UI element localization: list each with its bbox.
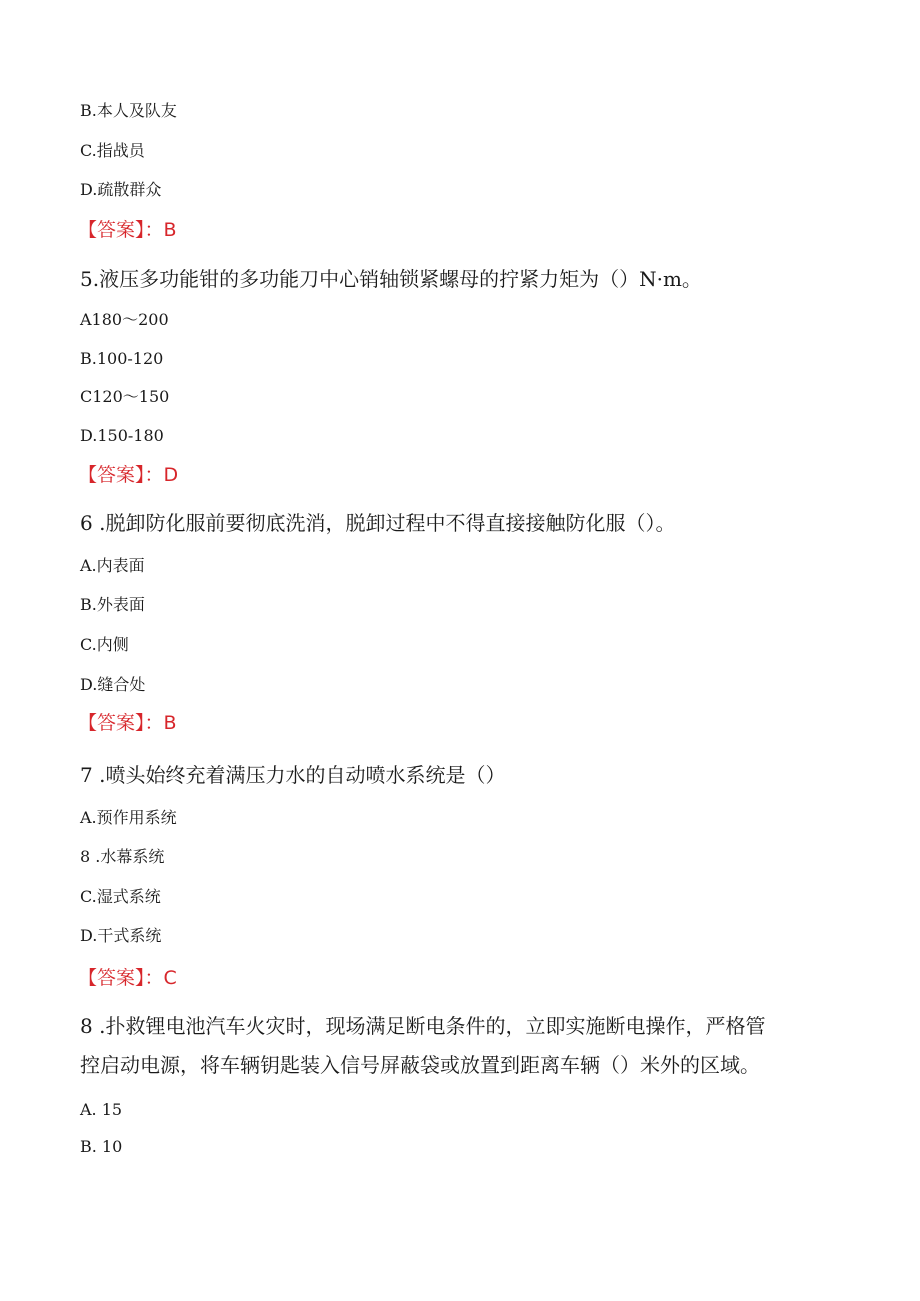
option-b-self-and-teammates: B.本人及队友 <box>80 101 177 120</box>
question-6: 6 .脱卸防化服前要彻底洗消，脱卸过程中不得直接接触防化服（）。 <box>80 511 676 535</box>
option-b-q5: B.100-120 <box>80 349 164 368</box>
option-a-q7: A.预作用系统 <box>80 808 177 827</box>
option-d-q6: D.缝合处 <box>80 675 146 694</box>
answer-q4: 【答案】：B <box>78 219 177 241</box>
answer-q7: 【答案】：C <box>78 967 177 989</box>
answer-q6: 【答案】：B <box>78 712 177 734</box>
option-a-q8: A. 15 <box>80 1100 123 1119</box>
option-a-q6: A.内表面 <box>80 556 145 575</box>
option-d-evacuate-crowd: D.疏散群众 <box>80 180 162 199</box>
option-c-q7: C.湿式系统 <box>80 887 161 906</box>
option-a-q5: A180～200 <box>80 310 169 329</box>
option-b-q8: B. 10 <box>80 1137 123 1156</box>
answer-q5: 【答案】：D <box>78 464 179 486</box>
option-c-q6: C.内侧 <box>80 635 129 654</box>
option-d-q7: D.干式系统 <box>80 926 162 945</box>
option-c-q5: C120～150 <box>80 387 170 406</box>
option-b-q6: B.外表面 <box>80 595 145 614</box>
option-c-firefighters: C.指战员 <box>80 141 145 160</box>
question-5: 5.液压多功能钳的多功能刀中心销轴锁紧螺母的拧紧力矩为（）N·m。 <box>80 267 702 291</box>
option-b-q7: 8 .水幕系统 <box>80 847 165 866</box>
question-8-line-2: 控启动电源，将车辆钥匙装入信号屏蔽袋或放置到距离车辆（）米外的区域。 <box>80 1053 760 1077</box>
question-8-line-1: 8 .扑救锂电池汽车火灾时，现场满足断电条件的，立即实施断电操作，严格管 <box>80 1014 766 1038</box>
option-d-q5: D.150-180 <box>80 426 164 445</box>
question-7: 7 .喷头始终充着满压力水的自动喷水系统是（） <box>80 763 506 787</box>
